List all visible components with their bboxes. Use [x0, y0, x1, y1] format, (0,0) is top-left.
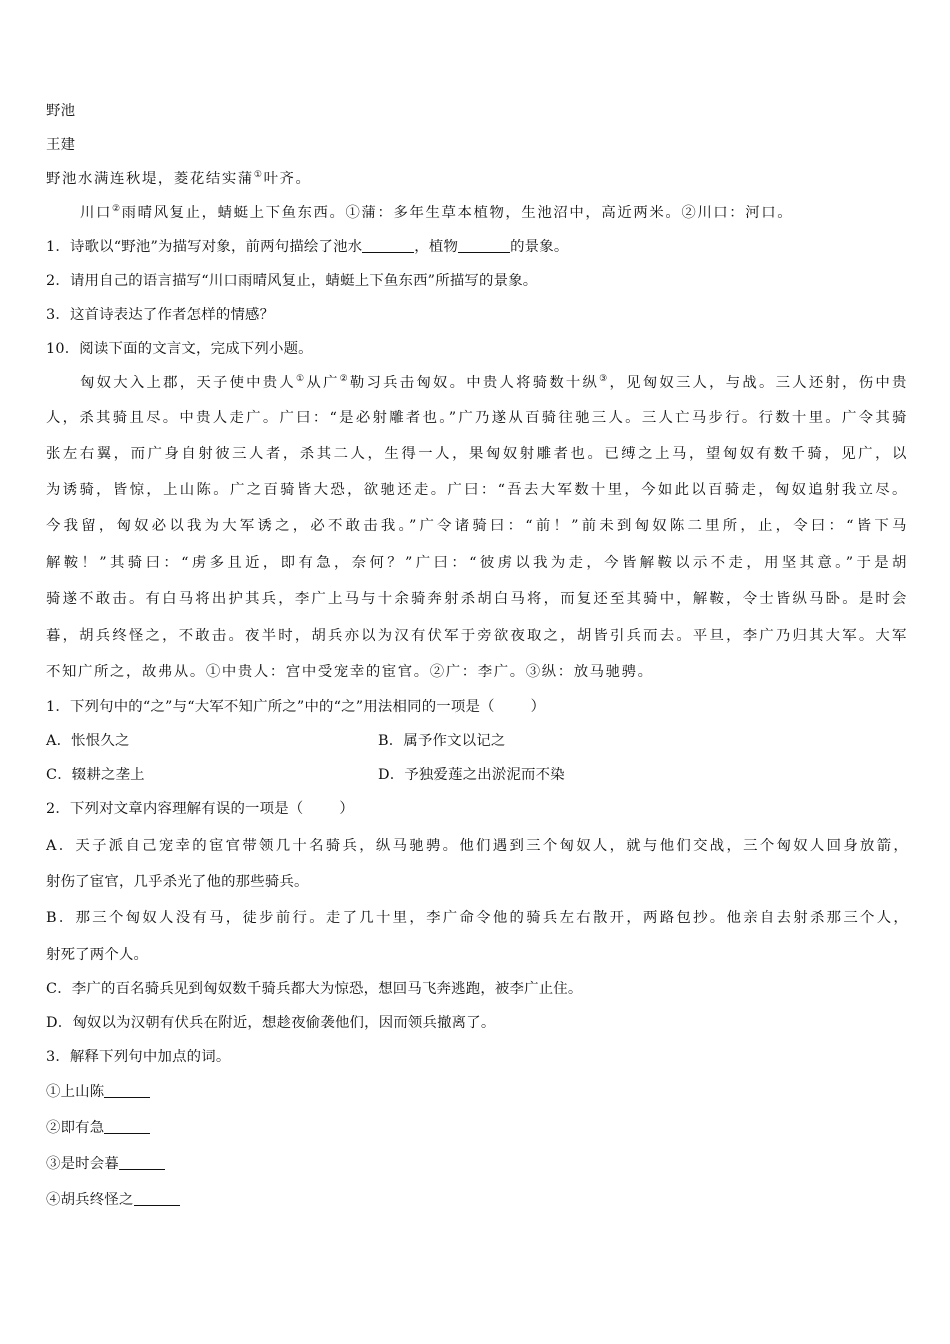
answer-blank[interactable] — [362, 238, 414, 253]
passage-line: 今我留，匈奴必以我为大军诱之，必不敢击我。”广令诸骑曰：“前！”前未到匈奴陈二里所，止，令曰：“皆下马 — [46, 518, 908, 534]
answer-blank[interactable] — [119, 1155, 165, 1170]
poem-line-1: 野池水满连秋堤，菱花结实蒲①叶齐。 — [46, 170, 312, 187]
option-b[interactable]: B．那三个匈奴人没有马，徒步前行。走了几十里，李广命令他的骑兵左右散开，两路包抄。他亲自去射杀那三个人， — [46, 910, 908, 926]
option-c[interactable]: C．李广的百名骑兵见到匈奴数千骑兵都大为惊恐，想回马飞奔逃跑，被李广止住。 — [46, 981, 583, 997]
question-3-item: ③是时会暮 — [46, 1154, 908, 1174]
question-3-item: ④胡兵终怪之 — [46, 1190, 908, 1210]
answer-blank[interactable] — [104, 1119, 150, 1134]
passage-line: 人，杀其骑且尽。中贵人走广。广曰：“是必射雕者也。”广乃遂从百骑往驰三人。三人亡马步行。行数十里。广令其骑 — [46, 410, 908, 426]
option-a-cont[interactable]: 射伤了宦官，几乎杀光了他的那些骑兵。 — [46, 874, 309, 890]
poem-question-1: 1．诗歌以“野池”为描写对象，前两句描绘了池水 ，植物 的景象。 — [46, 239, 569, 255]
poem-author: 王建 — [46, 137, 76, 153]
option-a[interactable]: A．天子派自己宠幸的宦官带领几十名骑兵，纵马驰骋。他们遇到三个匈奴人，就与他们交战，三个匈奴人回身放箭， — [46, 838, 908, 854]
passage-line: 解鞍！”其骑曰：“虏多且近，即有急，奈何？”广曰：“彼虏以我为走，今皆解鞍以示不走，用坚其意。”于是胡 — [46, 555, 908, 571]
poem-title: 野池 — [46, 103, 76, 119]
passage-line: 张左右翼，而广身自射彼三人者，杀其二人，生得一人，果匈奴射雕者也。已缚之上马，望匈奴有数千骑，见广，以 — [46, 446, 908, 462]
question-1-stem: 1．下列句中的“之”与“大军不知广所之”中的“之”用法相同的一项是（ ） — [46, 699, 546, 715]
passage-line: 为诱骑，皆惊，上山陈。广之百骑皆大恐，欲驰还走。广曰：“吾去大军数十里，今如此以百骑走，匈奴追射我立尽。 — [46, 482, 908, 498]
passage-line: 暮，胡兵终怪之，不敢击。夜半时，胡兵亦以为汉有伏军于旁欲夜取之，胡皆引兵而去。平旦，李广乃归其大军。大军 — [46, 628, 908, 644]
passage-line: 不知广所之，故弗从。①中贵人：宫中受宠幸的宦官。②广：李广。③纵：放马驰骋。 — [46, 664, 654, 680]
option-d[interactable]: D．予独爱莲之出淤泥而不染 — [378, 767, 565, 783]
poem-question-2: 2．请用自己的语言描写“川口雨晴风复止，蜻蜓上下鱼东西”所描写的景象。 — [46, 273, 538, 289]
answer-blank[interactable] — [134, 1191, 180, 1206]
option-b-cont[interactable]: 射死了两个人。 — [46, 947, 149, 963]
question-3-stem: 3．解释下列句中加点的词。 — [46, 1049, 231, 1065]
question-3-item: ①上山陈 — [46, 1082, 908, 1102]
option-b[interactable]: B．属予作文以记之 — [378, 733, 506, 749]
answer-blank[interactable] — [458, 238, 510, 253]
passage-line: 骑遂不敢击。有白马将出护其兵，李广上马与十余骑奔射杀胡白马将，而复还至其骑中，解鞍，令士皆纵马卧。是时会 — [46, 591, 908, 607]
poem-question-3: 3．这首诗表达了作者怎样的情感？ — [46, 307, 275, 323]
passage-line: 匈奴大入上郡，天子使中贵人①从广②勒习兵击匈奴。中贵人将骑数十纵③，见匈奴三人，与战。三人还射，伤中贵 — [80, 374, 908, 391]
answer-blank[interactable] — [104, 1083, 150, 1098]
option-d[interactable]: D．匈奴以为汉朝有伏兵在附近，想趁夜偷袭他们，因而领兵撤离了。 — [46, 1015, 496, 1031]
section-10-heading: 10．阅读下面的文言文，完成下列小题。 — [46, 341, 313, 357]
option-a[interactable]: A．怅恨久之 — [46, 733, 130, 749]
poem-line-2-notes: 川口②雨晴风复止，蜻蜓上下鱼东西。①蒲：多年生草本植物，生池沼中，高近两米。②川口：河口。 — [80, 204, 794, 221]
question-1-options-row — [46, 731, 908, 751]
question-2-stem: 2．下列对文章内容理解有误的一项是（ ） — [46, 801, 354, 817]
question-1-options-row — [46, 765, 908, 785]
option-c[interactable]: C．辍耕之垄上 — [46, 767, 145, 783]
question-3-item: ②即有急 — [46, 1118, 908, 1138]
